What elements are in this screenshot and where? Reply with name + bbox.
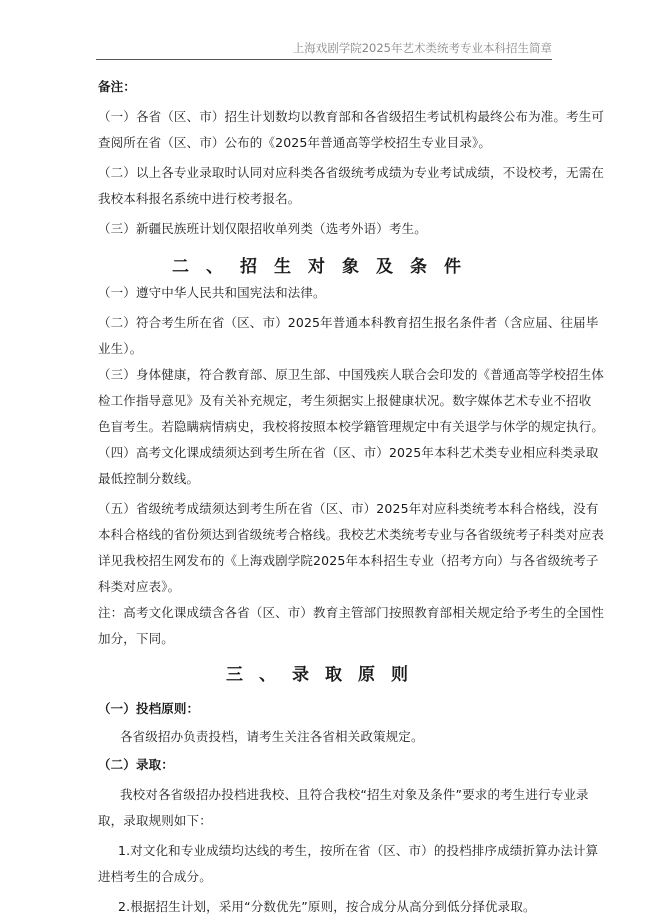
section3-title: 三、录取原则 <box>226 665 424 685</box>
section2-line: 注：高考文化课成绩含各省（区、市）教育主管部门按照教育部相关规定给予考生的全国性 <box>98 605 605 620</box>
section2-title: 二、招生对象及条件 <box>172 257 478 277</box>
section2-line: 加分，下同。 <box>98 631 174 646</box>
notes-heading: 备注： <box>98 79 136 94</box>
section3-rule2: 2.根据招生计划，采用“分数优先”原则，按合成分从高分到低分择优录取。 <box>118 899 536 914</box>
section2-line: 科类对应表》。 <box>98 579 181 594</box>
section2-line: （一）遵守中华人民共和国宪法和法律。 <box>98 285 326 300</box>
section2-line: （二）符合考生所在省（区、市）2025年普通本科教育招生报名条件者（含应届、往届毕 <box>98 315 599 330</box>
section2-line: 最低控制分数线。 <box>98 471 200 486</box>
section2-line: 业生）。 <box>98 341 143 356</box>
header-title: 上海戏剧学院2025年艺术类统考专业本科招生简章 <box>292 41 552 55</box>
section2-line: 色盲考生。若隐瞒病情病史，我校将按照本校学籍管理规定中有关退学与休学的规定执行。 <box>98 419 605 434</box>
page-header <box>96 40 552 60</box>
section3-sub2-line: 我校对各省级招办投档进我校、且符合我校“招生对象及条件”要求的考生进行专业录 <box>120 787 589 802</box>
notes-line: 我校本科报名系统中进行校考报名。 <box>98 191 301 206</box>
section2-line: （三）身体健康，符合教育部、原卫生部、中国残疾人联合会印发的《普通高等学校招生体 <box>98 367 605 382</box>
section3-rule1-line: 1.对文化和专业成绩均达线的考生，按所在省（区、市）的投档排序成绩折算办法计算 <box>118 843 599 858</box>
notes-line: （二）以上各专业录取时认同对应科类各省级统考成绩为专业考试成绩，不设校考，无需在 <box>98 165 605 180</box>
section3-rule1-line: 进档考生的合成分。 <box>98 869 212 884</box>
section3-sub1-label: （一）投档原则： <box>98 701 200 716</box>
notes-line: （一）各省（区、市）招生计划数均以教育部和各省级招生考试机构最终公布为准。考生可 <box>98 109 605 124</box>
notes-line: 查阅所在省（区、市）公布的《2025年普通高等学校招生专业目录》。 <box>98 135 492 150</box>
section2-line: 详见我校招生网发布的《上海戏剧学院2025年本科招生专业（招考方向）与各省级统考子 <box>98 553 599 568</box>
section2-line: （四）高考文化课成绩须达到考生所在省（区、市）2025年本科艺术类专业相应科类录取 <box>98 445 599 460</box>
section3-sub1-text: 各省级招办负责投档，请考生关注各省相关政策规定。 <box>120 729 424 744</box>
section2-line: 检工作指导意见》及有关补充规定，考生须据实上报健康状况。数字媒体艺术专业不招收 <box>98 393 592 408</box>
notes-line: （三）新疆民族班计划仅限招收单列类（选考外语）考生。 <box>98 221 427 236</box>
section2-line: （五）省级统考成绩须达到考生所在省（区、市）2025年对应科类统考本科合格线，没有 <box>98 501 599 516</box>
section2-line: 本科合格线的省份须达到省级统考合格线。我校艺术类统考专业与各省级统考子科类对应表 <box>98 527 605 542</box>
section3-sub2-line: 取，录取规则如下： <box>98 813 212 828</box>
section3-sub2-label: （二）录取： <box>98 757 174 772</box>
document-body <box>98 74 605 920</box>
